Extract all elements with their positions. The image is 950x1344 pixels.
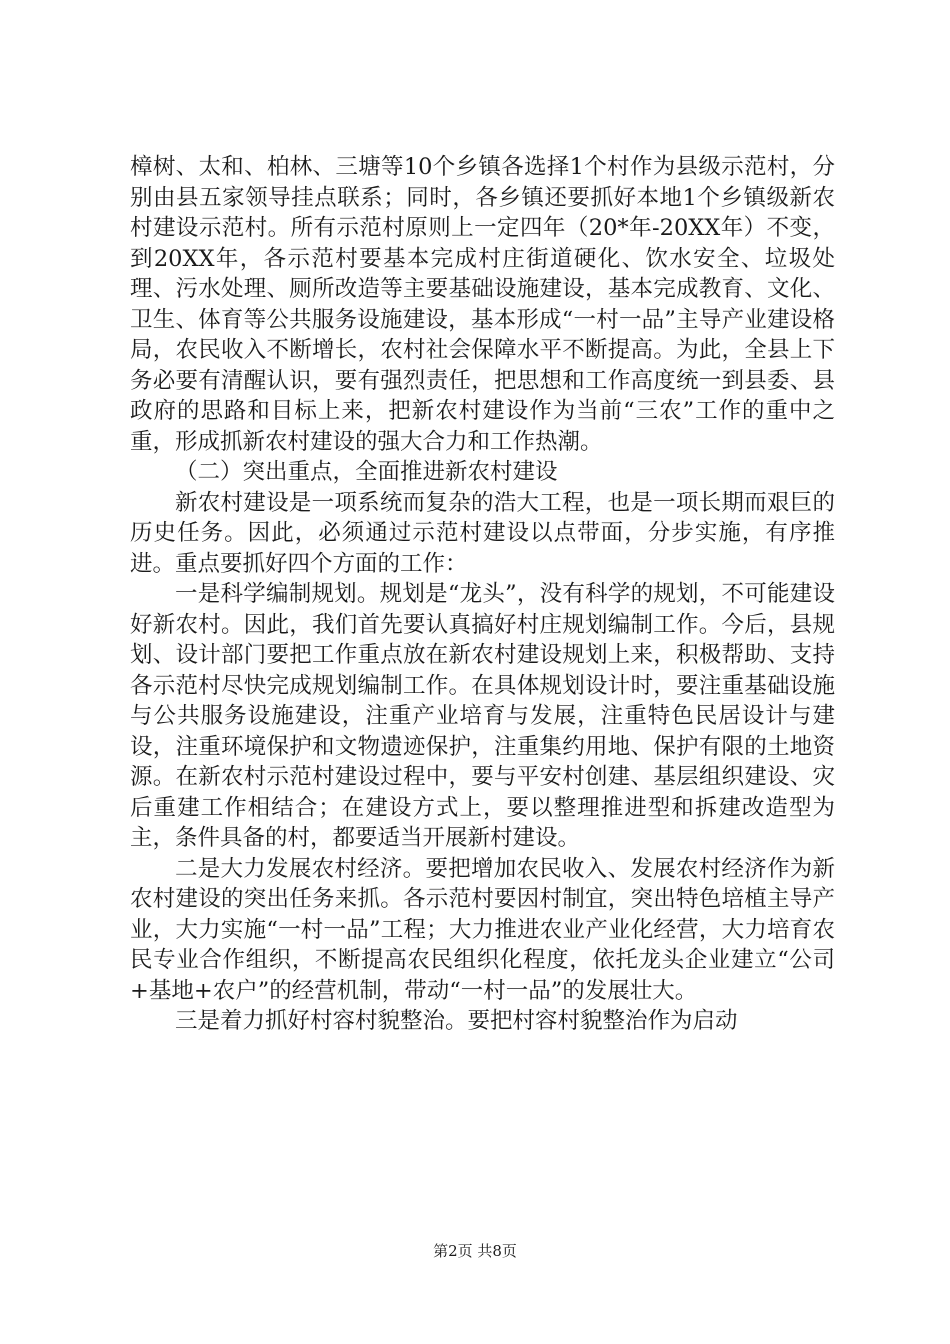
paragraph-5: 三是着力抓好村容村貌整治。要把村容村貌整治作为启动 — [175, 1008, 738, 1034]
document-body — [130, 152, 835, 1037]
page-number-footer: 第2页 共8页 — [433, 1242, 517, 1260]
paragraph-3: 一是科学编制规划。规划是“龙头”，没有科学的规划，不可能建设好新农村。因此，我们首先要认真搞好村庄规划编制工作。今后，县规划、设计部门要把工作重点放在新农村建设规划上来，积极帮助、支持各示范村尽快完成规划编制工作。在具体规划设计时，要注重基础设施与公共服务设施建设，注重产业培育与发展，注重特色民居设计与建设，注重环境保护和文物遗迹保护，注重集约用地、保护有限的土地资源。在新农村示范村建设过程中，要与平安村创建、基层组织建设、灾后重建工作相结合；在建设方式上，要以整理推进型和拆建改造型为主，条件具备的村，都要适当开展新村建设。 — [130, 581, 835, 851]
section-heading: （二）突出重点，全面推进新农村建设 — [175, 459, 558, 485]
paragraph-2: 新农村建设是一项系统而复杂的浩大工程，也是一项长期而艰巨的历史任务。因此，必须通过示范村建设以点带面，分步实施，有序推进。重点要抓好四个方面的工作： — [130, 489, 835, 577]
paragraph-4: 二是大力发展农村经济。要把增加农民收入、发展农村经济作为新农村建设的突出任务来抓。各示范村要因村制宜，突出特色培植主导产业，大力实施“一村一品”工程；大力推进农业产业化经营，大力培育农民专业合作组织，不断提高农民组织化程度，依托龙头企业建立“公司+基地+农户”的经营机制，带动“一村一品”的发展壮大。 — [130, 855, 835, 1004]
paragraph-1: 樟树、太和、柏林、三塘等10个乡镇各选择1个村作为县级示范村，分别由县五家领导挂点联系；同时，各乡镇还要抓好本地1个乡镇级新农村建设示范村。所有示范村原则上一定四年（20*年-20XX年）不变，到20XX年，各示范村要基本完成村庄街道硬化、饮水安全、垃圾处理、污水处理、厕所改造等主要基础设施建设，基本完成教育、文化、卫生、体育等公共服务设施建设，基本形成“一村一品”主导产业建设格局，农民收入不断增长，农村社会保障水平不断提高。为此，全县上下务必要有清醒认识，要有强烈责任，把思想和工作高度统一到县委、县政府的思路和目标上来，把新农村建设作为当前“三农”工作的重中之重，形成抓新农村建设的强大合力和工作热潮。 — [130, 154, 835, 455]
